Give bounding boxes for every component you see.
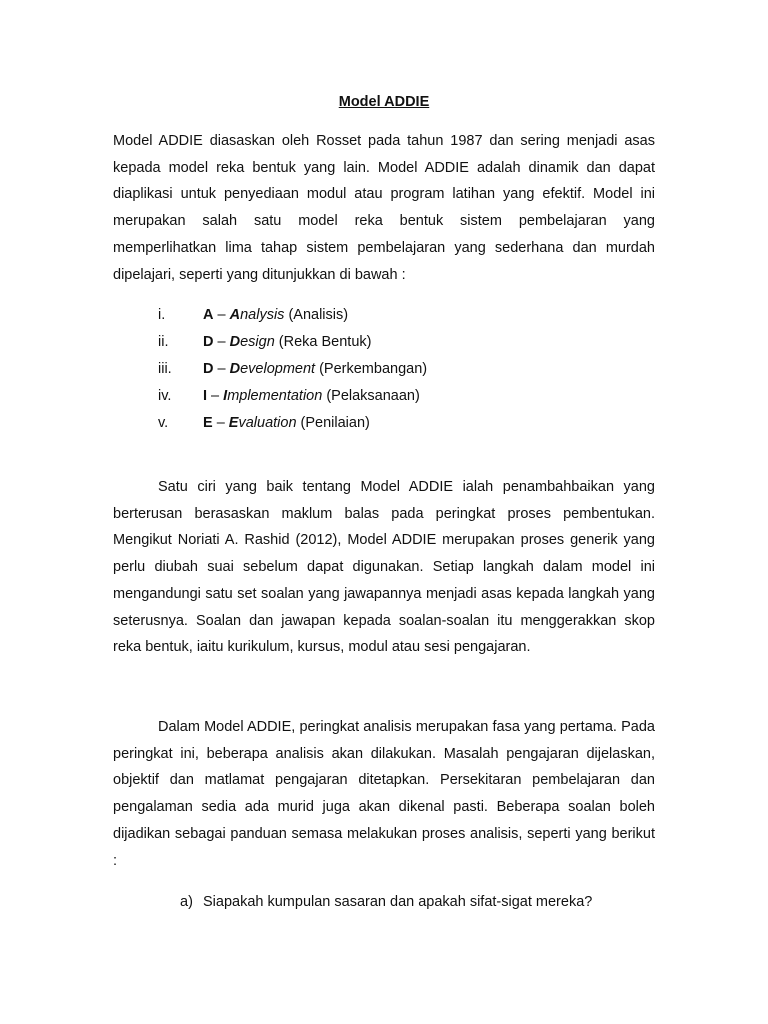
phase-rest: mplementation: [227, 388, 323, 404]
list-item: [113, 383, 655, 410]
phase-translation: (Reka Bentuk): [274, 334, 372, 350]
phase-word: [229, 415, 297, 431]
phase-dash: –: [213, 307, 230, 323]
phase-rest: evelopment: [240, 361, 316, 377]
list-content: [203, 383, 420, 410]
phase-letter: D: [203, 361, 214, 377]
phase-rest: valuation: [238, 415, 297, 431]
phase-word: [230, 361, 315, 377]
list-content: [203, 410, 370, 437]
phase-word: [230, 334, 275, 350]
list-number: iii.: [158, 361, 172, 377]
list-number: iv.: [158, 388, 172, 404]
list-item: [113, 356, 655, 383]
phase-letter: E: [203, 415, 213, 431]
list-item: [113, 410, 655, 437]
phase-dash: –: [213, 334, 230, 350]
list-content: [203, 356, 427, 383]
phase-word: [230, 307, 285, 323]
phase-letter: D: [203, 334, 214, 350]
phase-dash: –: [207, 388, 224, 404]
list-content: [203, 329, 371, 356]
phase-rest: nalysis: [240, 307, 285, 323]
phase-rest: esign: [240, 334, 275, 350]
list-number: v.: [158, 415, 169, 431]
paragraph-features: Satu ciri yang baik tentang Model ADDIE ialah penambahbaikan yang berterusan berasaskan maklum balas pada peringkat proses pembentukan. Mengikut Noriati A. Rashid (2012), Model ADDIE merupakan proses generik yang perlu diubah suai sebelum dapat digunakan. Setiap langkah dalam model ini mengandungi satu set soalan yang jawapannya menjadi asas kepada langkah yang seterusnya. Soalan dan jawapan kepada soalan-soalan itu menggerakkan skop reka bentuk, iaitu kurikulum, kursus, modul atau sesi pengajaran.: [113, 479, 655, 656]
list-number: i.: [158, 307, 166, 323]
phase-translation: (Analisis): [284, 307, 349, 323]
phase-initial: D: [229, 334, 241, 350]
phase-translation: (Pelaksanaan): [322, 388, 420, 404]
paragraph-intro: Model ADDIE diasaskan oleh Rosset pada tahun 1987 dan sering menjadi asas kepada model reka bentuk yang lain. Model ADDIE adalah dinamik dan dapat diaplikasi untuk penyediaan modul atau program latihan yang efektif. Model ini merupakan salah satu model reka bentuk sistem pembelajaran yang memperlihatkan lima tahap sistem pembelajaran yang sederhana dan murdah dipelajari, seperti yang ditunjukkan di bawah :: [113, 133, 655, 283]
list-content: [203, 302, 348, 329]
phase-initial: A: [229, 307, 241, 323]
phase-translation: (Penilaian): [296, 415, 370, 431]
phase-dash: –: [212, 415, 229, 431]
addie-list: [113, 302, 655, 437]
list-number: ii.: [158, 334, 169, 350]
phase-dash: –: [213, 361, 230, 377]
question-label: a): [180, 894, 193, 910]
list-item: [113, 302, 655, 329]
document-title: Model ADDIE: [338, 94, 430, 110]
question-text: Siapakah kumpulan sasaran dan apakah sifat-sigat mereka?: [203, 894, 593, 910]
phase-initial: I: [223, 388, 228, 404]
list-item: [113, 329, 655, 356]
phase-word: [223, 388, 322, 404]
phase-letter: A: [203, 307, 214, 323]
phase-letter: I: [203, 388, 208, 404]
phase-initial: E: [228, 415, 239, 431]
paragraph-analysis: Dalam Model ADDIE, peringkat analisis merupakan fasa yang pertama. Pada peringkat ini, beberapa analisis akan dilakukan. Masalah pengajaran dijelaskan, objektif dan matlamat pengajaran ditetapkan. Persekitaran pembelajaran dan pengalaman sedia ada murid juga akan dikenal pasti. Beberapa soalan boleh dijadikan sebagai panduan semasa melakukan proses analisis, seperti yang berikut :: [113, 719, 655, 869]
phase-translation: (Perkembangan): [315, 361, 428, 377]
question-item: [180, 889, 592, 915]
phase-initial: D: [229, 361, 241, 377]
